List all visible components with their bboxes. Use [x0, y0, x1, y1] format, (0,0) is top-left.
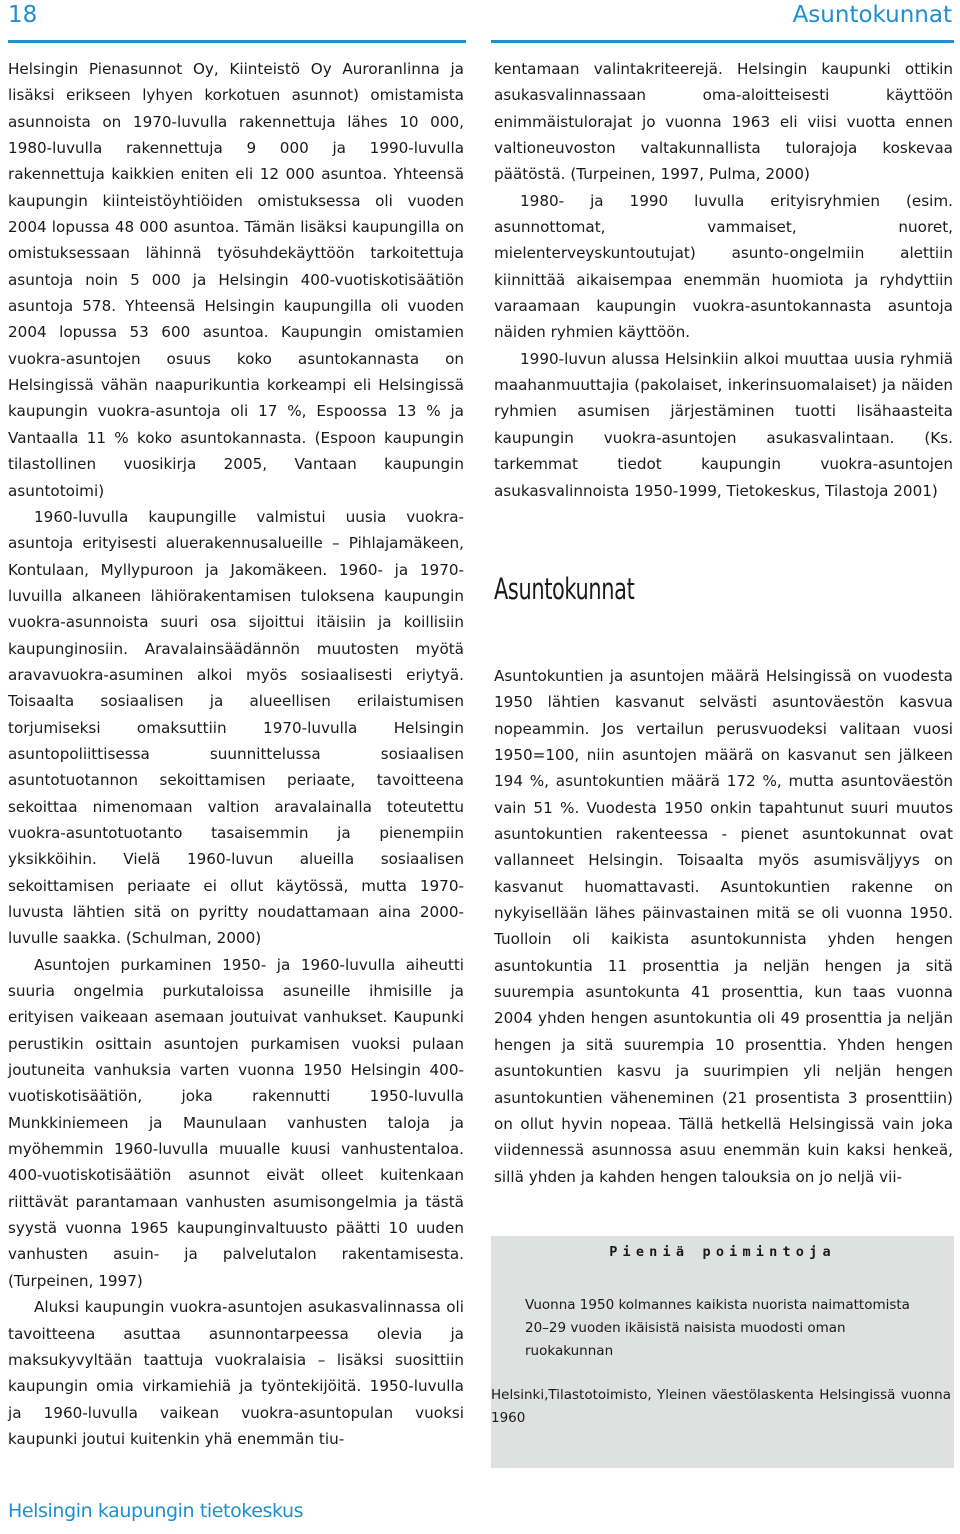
paragraph: Helsingin Pienasunnot Oy, Kiinteistö Oy Auroranlinna ja lisäksi erikseen lyhyen korkotuen asunnot) omistamista asunnoista on 1970-luvulla rakennettuja lähes 10 000, 1980-luvulla rakennettuja 9 000 ja 1990-luvulla rakennettuja kaikkien eniten eli 12 000 asuntoa. Yhteensä kaupungin kiinteistöyhtiöiden omistuksessa oli vuoden 2004 lopussa 48 000 asuntoa. Tämän lisäksi kaupungilla on omistuksessaan lähinnä työsuhdekäyttöön tarkoitettuja asuntoja noin 5 000 ja Helsingin 400-vuotiskotisäätiön asuntoja 578. Yhteensä Helsingin kaupungilla oli vuoden 2004 lopussa 53 600 asuntoa. Kaupungin omistamien vuokra-asuntojen osuus koko asuntokannasta on Helsingissä vähän naapurikuntia korkeampi eli Helsingissä kaupungin vuokra-asuntoja oli 17 %, Espoossa 13 % ja Vantaalla 11 % koko asuntokannasta. (Espoon kaupungin tilastollinen vuosikirja 2005, Vantaan kaupungin asuntotoimi): [8, 60, 464, 500]
page-header: [0, 0, 960, 44]
section-title: Asuntokunnat: [792, 2, 952, 28]
sidebar-text: Vuonna 1950 kolmannes kaikista nuorista naimattomista 20–29 vuoden ikäisistä naisista muodosti oman ruokakunnan: [525, 1297, 910, 1359]
paragraph: 1960-luvulla kaupungille valmistui uusia vuokra-asuntoja erityisesti aluerakennusalueille – Pihlajamäkeen, Kontulaan, Myllypuroon ja Jakomäkeen. 1960- ja 1970-luvuilla alkaneen lähiörakentamisen tuloksena kaupungin vuokra-asunnoista suuri osa sijoittui itäisiin ja koillisiin kaupunginosiin. Aravalainsäädännön muutosten myötä aravavuokra-asuminen alkoi myös sosiaalisesti eriytyä. Toisaalta sosiaalisen ja alueellisen erilaistumisen torjumiseksi omaksuttiin 1970-luvulla Helsingin asuntopoliittisessa suunnittelussa sosiaalisen asuntotuotannon sekoittamisen periaate, tavoitteena sekoittaa nimenomaan valtion aravalainalla toteutettu vuokra-asuntotuotanto tasaisemmin ja pienempiin yksikköihin. Vielä 1960-luvun alueilla sosiaalisen sekoittamisen periaate ei ollut käytössä, mutta 1970-luvusta lähtien sitä on pyritty noudattamaan aina 2000-luvulle saakka. (Schulman, 2000): [8, 507, 464, 948]
paragraph: Aluksi kaupungin vuokra-asuntojen asukasvalinnassa oli tavoitteena asuttaa asunnontarpeessa olevia ja maksukyvyltään taattuja vuokralaisia – lisäksi suosittiin kaupungin omia virkamiehiä ja työntekijöitä. 1950-luvulla ja 1960-luvulla vaikean vuokra-asuntopulan vuoksi kaupunki joutui kuitenkin yhä enemmän tiu-: [8, 1298, 464, 1448]
footer-publisher: Helsingin kaupungin tietokeskus: [8, 1500, 304, 1522]
sidebar-title: Pieniä poimintoja: [609, 1244, 836, 1260]
header-rule-right: [491, 40, 954, 43]
sidebar-box: [491, 1236, 954, 1468]
header-rule-left: [8, 40, 466, 43]
paragraph: 1990-luvun alussa Helsinkiin alkoi muuttaa uusia ryhmiä maahanmuuttajia (pakolaiset, inkerinsuomalaiset) ja näiden ryhmien asumisen järjestäminen tuotti lisähaasteita kaupungin vuokra-asuntojen asukasvalintaan. (Ks. tarkemmat tiedot kaupungin vuokra-asuntojen asukasvalinnoista 1950-1999, Tietokeskus, Tilastoja 2001): [494, 349, 953, 500]
sidebar-source: Helsinki,Tilastotoimisto, Yleinen väestölaskenta Helsingissä vuonna 1960: [491, 1387, 951, 1426]
right-column-bottom: [494, 663, 953, 1190]
page-number: 18: [8, 2, 38, 28]
left-column: [8, 56, 464, 1452]
paragraph: Asuntojen purkaminen 1950- ja 1960-luvulla aiheutti suuria ongelmia purkutaloissa asuneille ihmisille ja erityisen vaikeaan asemaan joutuivat vanhukset. Kaupunki perustikin osittain asuntojen purkamisen vuoksi pulaan joutuneita vanhuksia varten vuonna 1950 Helsingin 400-vuotiskotisäätiön, joka rakennutti 1950-luvulla Munkkiniemeen ja Maunulaan vanhusten taloja ja myöhemmin 1960-luvulla muualle kuusi vanhustentaloa. 400-vuotiskotisäätiön asunnot eivät olleet kuitenkaan riittävät parantamaan vanhusten asumisongelmia ja tästä syystä vuonna 1965 kaupunginvaltuusto päätti 10 uuden vanhusten asuin- ja palvelutalon rakentamisesta. (Turpeinen, 1997): [8, 955, 464, 1290]
section-heading: Asuntokunnat: [494, 572, 635, 606]
paragraph: kentamaan valintakriteerejä. Helsingin kaupunki ottikin asukasvalinnassaan oma-aloitteisesti käyttöön enimmäistulorajat jo vuonna 1963 eli viisi vuotta ennen valtioneuvoston valtakunnallista tulorajoja koskevaa päätöstä. (Turpeinen, 1997, Pulma, 2000): [494, 60, 953, 184]
right-column-top: [494, 56, 953, 504]
paragraph: 1980- ja 1990 luvulla erityisryhmien (esim. asunnottomat, vammaiset, nuoret, mielenterveyskuntoutujat) asunto-ongelmiin alettiin kiinnittää aikaisempaa enemmän huomiota ja ryhdyttiin varaamaan kaupungin vuokra-asuntokannasta asuntoja näiden ryhmien käyttöön.: [494, 191, 953, 342]
paragraph: Asuntokuntien ja asuntojen määrä Helsingissä on vuodesta 1950 lähtien kasvanut selvästi asuntoväestön kasvua nopeammin. Jos vertailun perusvuodeksi valitaan vuosi 1950=100, niin asuntojen määrä on kasvanut sen jälkeen 194 %, asuntokuntien määrä 172 %, mutta asuntoväestön vain 51 %. Vuodesta 1950 onkin tapahtunut suuri muutos asuntokuntien rakenteessa - pienet asuntokunnat ovat vallanneet Helsingin. Toisaalta myös asumisväljyys on kasvanut huomattavasti. Asuntokuntien rakenne on nykyisellään lähes päinvastainen mitä se oli vuonna 1950. Tuolloin oli kaikista asuntokunnista yhden hengen asuntokuntia 11 prosenttia ja neljän hengen ja sitä suurempia asuntokunta 41 prosenttia, kun taas vuonna 2004 yhden hengen asuntokuntia oli 49 prosenttia ja neljän hengen ja sitä suurempia 10 prosenttia. Yhden hengen asuntokuntien kasvu ja suurimpien yli neljän hengen asuntokuntien väheneminen (21 prosentista 3 prosenttiin) on ollut hyvin nopeaa. Tällä hetkellä Helsingissä vain joka viidennessä asunnossa asuu enemmän kuin kaksi henkeä, sillä yhden ja kahden hengen talouksia on jo neljä vii-: [494, 667, 953, 1186]
